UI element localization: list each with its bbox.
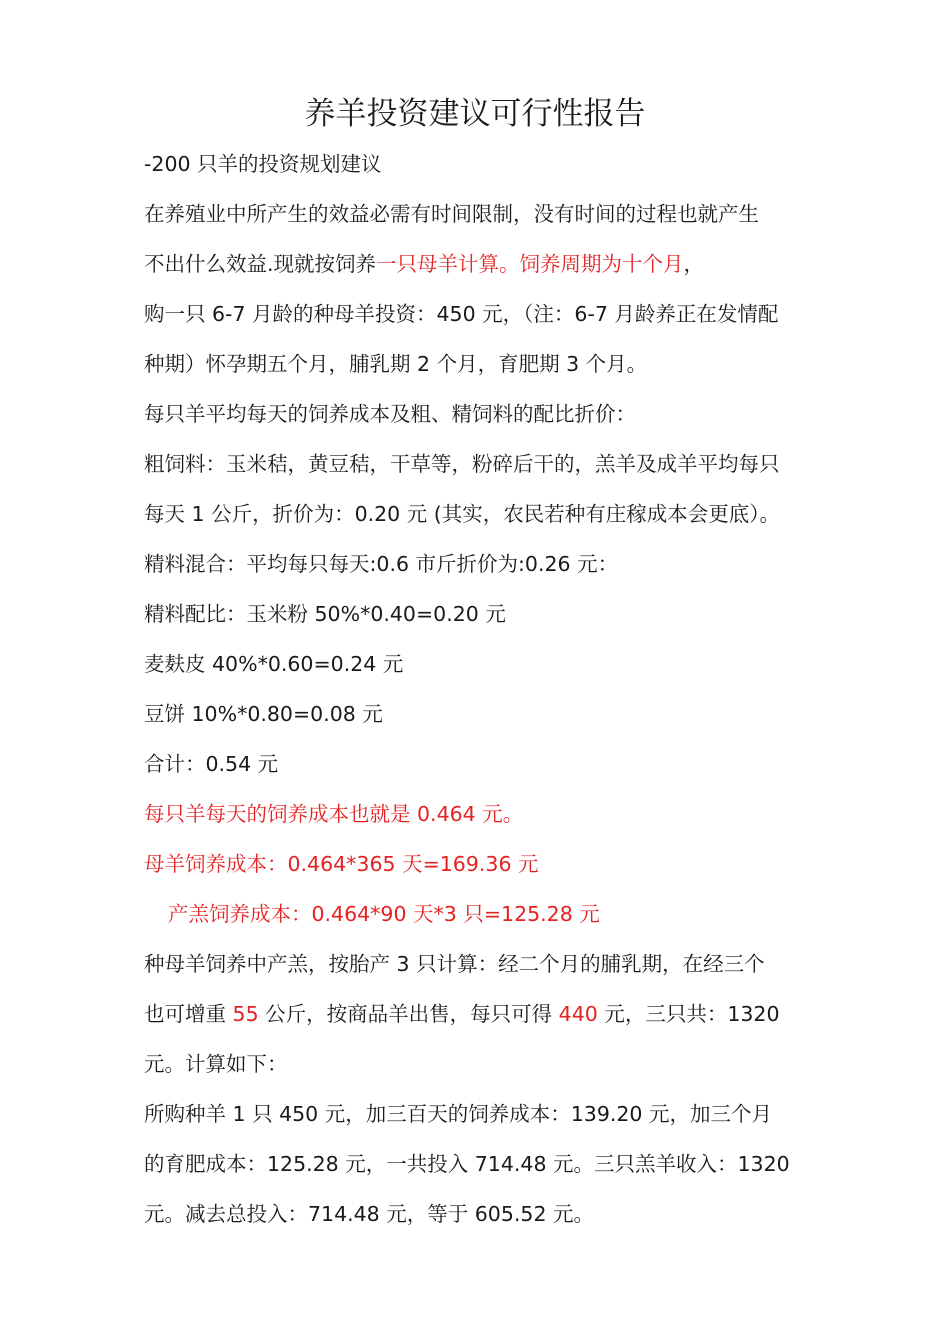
body-text: -200 只羊的投资规划建议	[144, 152, 382, 176]
body-text: 每天 1 公斤，折价为：0.20 元 (其实，农民若种有庄稼成本会更底）。	[144, 502, 780, 526]
paragraph-line	[144, 189, 834, 239]
body-text: 麦麸皮 40%*0.60=0.24 元	[144, 652, 404, 676]
body-text: ，	[683, 252, 705, 276]
paragraph-line	[144, 739, 834, 789]
paragraph-line	[144, 439, 834, 489]
paragraph-line	[144, 639, 834, 689]
highlighted-text: 每只羊每天的饲养成本也就是 0.464 元。	[144, 802, 524, 826]
body-text: 合计：0.54 元	[144, 752, 279, 776]
body-text: 精料配比：玉米粉 50%*0.40=0.20 元	[144, 602, 506, 626]
highlighted-text: 55	[232, 1002, 259, 1026]
paragraph-line	[144, 989, 834, 1039]
body-text: 粗饲料：玉米秸，黄豆秸，干草等，粉碎后干的，羔羊及成羊平均每只	[144, 452, 780, 476]
body-text: 的育肥成本：125.28 元，一共投入 714.48 元。三只羔羊收入：1320	[144, 1152, 790, 1176]
body-text: 元。减去总投入：714.48 元，等于 605.52 元。	[144, 1202, 595, 1226]
paragraph-line	[144, 489, 834, 539]
body-text: 精料混合：平均每只每天:0.6 市斤折价为:0.26 元：	[144, 552, 619, 576]
highlighted-text: 一只母羊计算。饲养周期为十个月	[376, 252, 684, 276]
body-text: 公斤，按商品羊出售，每只可得	[258, 1002, 559, 1026]
paragraph-line	[144, 789, 834, 839]
body-text: 元。计算如下：	[144, 1052, 288, 1076]
body-text: 在养殖业中所产生的效益必需有时间限制，没有时间的过程也就产生	[144, 202, 759, 226]
body-text: 每只羊平均每天的饲养成本及粗、精饲料的配比折价：	[144, 402, 636, 426]
highlighted-text: 产羔饲养成本：0.464*90 天*3 只=125.28 元	[168, 902, 600, 926]
paragraph-line	[144, 689, 834, 739]
body-text: 豆饼 10%*0.80=0.08 元	[144, 702, 383, 726]
paragraph-line	[144, 1139, 834, 1189]
body-text: 种期）怀孕期五个月，脯乳期 2 个月，育肥期 3 个月。	[144, 352, 648, 376]
paragraph-line	[144, 139, 834, 189]
paragraph-line	[144, 389, 834, 439]
body-text: 所购种羊 1 只 450 元，加三百天的饲养成本：139.20 元，加三个月	[144, 1102, 772, 1126]
paragraph-line	[144, 1039, 834, 1089]
highlighted-text: 母羊饲养成本：0.464*365 天=169.36 元	[144, 852, 539, 876]
paragraph-line	[144, 1089, 834, 1139]
document-body	[144, 139, 834, 1239]
paragraph-line	[144, 1189, 834, 1239]
body-text: 也可增重	[144, 1002, 233, 1026]
paragraph-line	[144, 339, 834, 389]
paragraph-line	[144, 839, 834, 889]
paragraph-line	[144, 289, 834, 339]
paragraph-line	[144, 889, 834, 939]
body-text: 种母羊饲养中产羔，按胎产 3 只计算：经二个月的脯乳期，在经三个	[144, 952, 765, 976]
paragraph-line	[144, 539, 834, 589]
highlighted-text: 440	[558, 1002, 598, 1026]
paragraph-line	[144, 589, 834, 639]
body-text: 购一只 6-7 月龄的种母羊投资：450 元，（注：6-7 月龄养正在发情配	[144, 302, 779, 326]
paragraph-line	[144, 939, 834, 989]
document-title: 养羊投资建议可行性报告	[304, 96, 646, 132]
body-text: 不出什么效益.现就按饲养	[144, 252, 377, 276]
paragraph-line	[144, 239, 834, 289]
body-text: 元，三只共：1320	[597, 1002, 780, 1026]
